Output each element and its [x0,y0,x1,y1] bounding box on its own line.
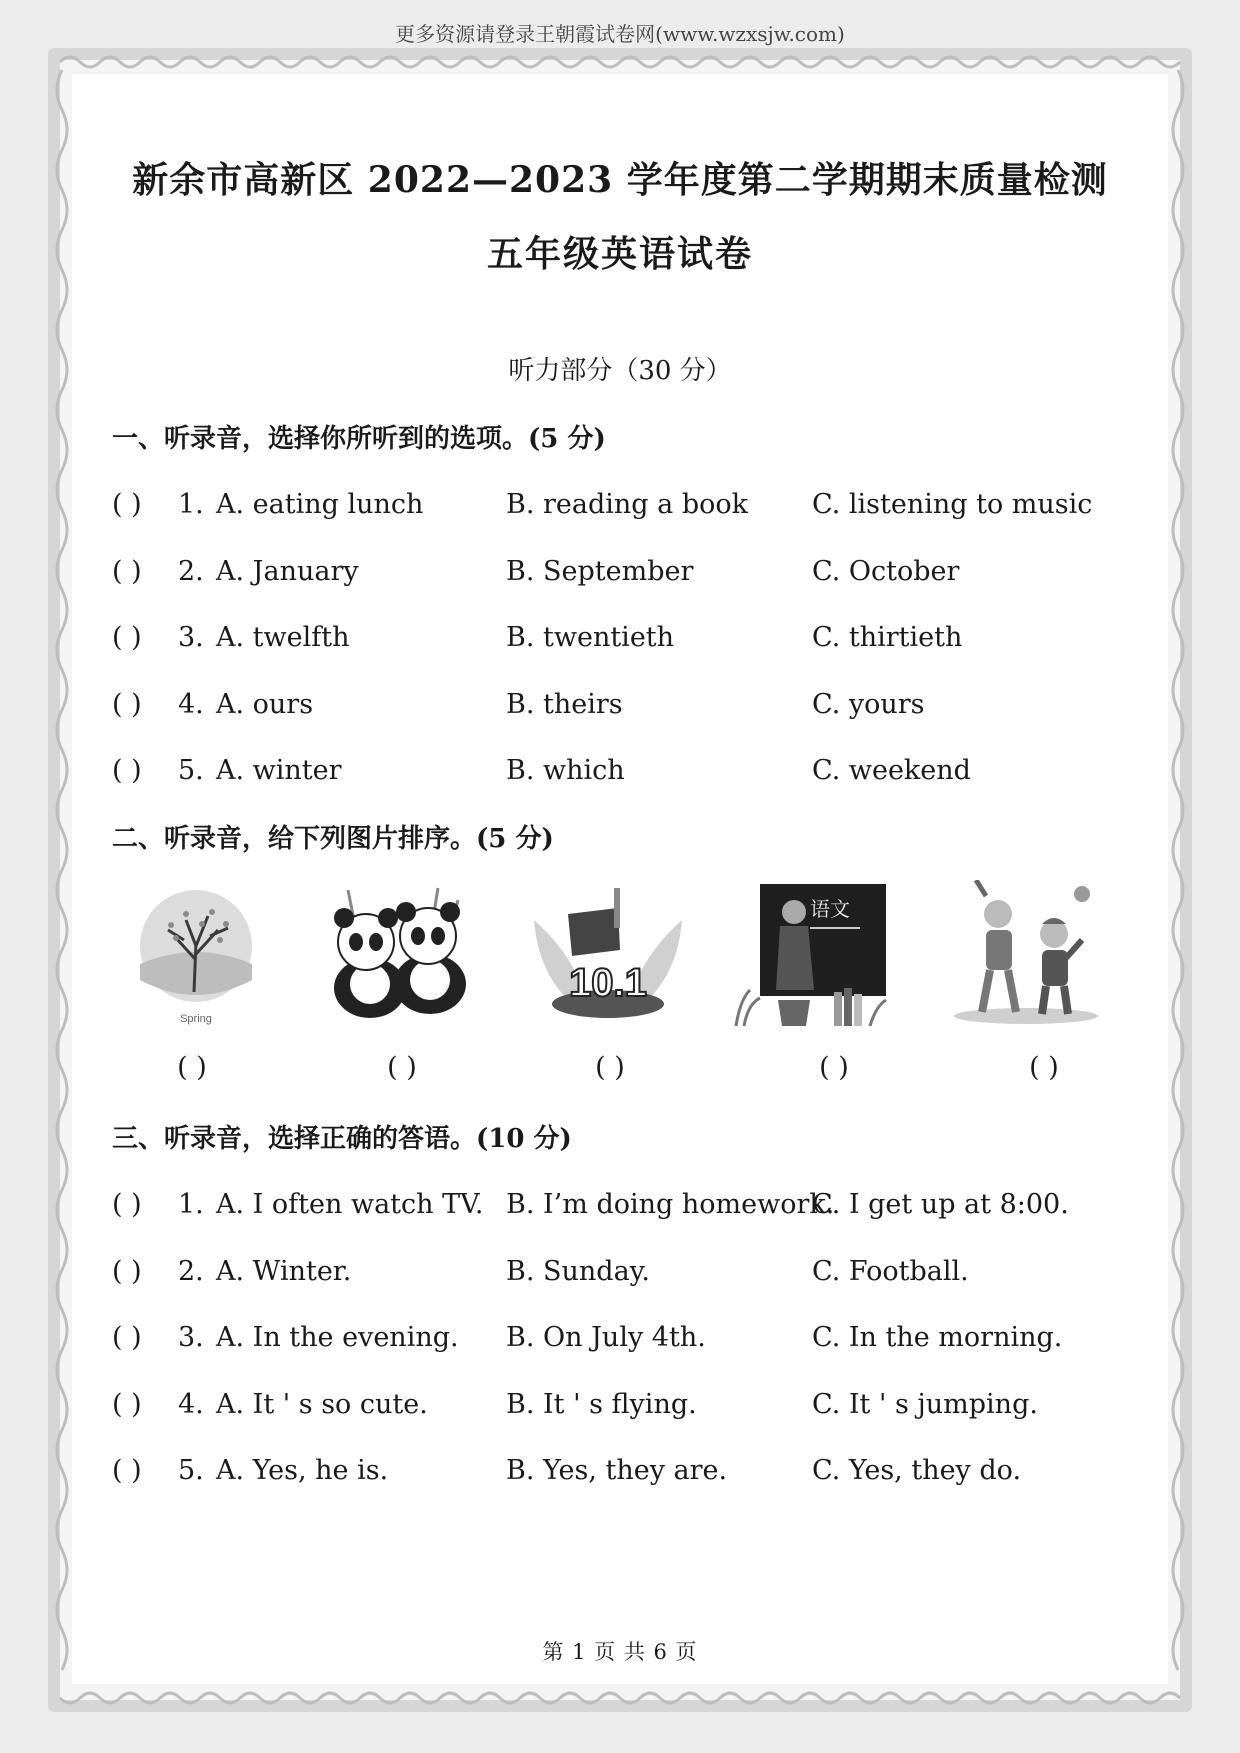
exam-subtitle: 五年级英语试卷 [486,233,753,275]
site-header[interactable]: 更多资源请登录王朝霞试卷网(www.wzxsjw.com) [395,22,845,46]
option-c[interactable]: C. thirtieth [812,622,963,653]
teacher-board-caption: 语文 [810,897,850,921]
section-2-heading: 二、听录音，给下列图片排序。(5 分) [112,824,554,854]
option-c[interactable]: C. listening to music [812,489,1093,520]
option-c[interactable]: C. Football. [812,1255,969,1287]
option-a[interactable]: A. eating lunch [216,489,424,520]
answer-blank[interactable]: ( ) [112,555,142,587]
question-number: 5. [178,1455,204,1486]
kids-exercising-icon [946,880,1106,1030]
option-b[interactable]: B. It ' s flying. [506,1388,697,1420]
option-a[interactable]: A. Winter. [216,1255,352,1287]
answer-blank[interactable]: ( ) [112,755,142,786]
question-number: 1. [178,1189,204,1220]
question-row [112,618,1112,658]
page-footer: 第 1 页 共 6 页 [542,1640,698,1664]
question-number: 3. [178,622,204,653]
option-a[interactable]: A. twelfth [216,622,350,653]
picture-2-answer-blank[interactable]: ( ) [387,1052,417,1083]
option-b[interactable]: B. reading a book [506,489,748,520]
option-a[interactable]: A. Yes, he is. [216,1455,389,1486]
picture-5-answer-blank[interactable]: ( ) [1029,1052,1059,1083]
option-c[interactable]: C. I get up at 8:00. [812,1189,1069,1220]
section-3-heading: 三、听录音，选择正确的答语。(10 分) [112,1124,572,1154]
listening-part-title: 听力部分（30 分） [508,356,732,386]
option-c[interactable]: C. In the morning. [812,1322,1063,1353]
answer-blank[interactable]: ( ) [112,489,142,520]
option-c[interactable]: C. It ' s jumping. [812,1388,1038,1420]
question-row [112,1185,1112,1225]
option-c[interactable]: C. Yes, they do. [812,1455,1022,1486]
picture-1-answer-blank[interactable]: ( ) [177,1052,207,1083]
question-number: 2. [178,555,204,587]
question-row [112,1252,1112,1292]
option-c[interactable]: C. yours [812,688,925,720]
option-a[interactable]: A. winter [216,755,342,786]
question-number: 1. [178,489,204,520]
option-b[interactable]: B. theirs [506,688,623,720]
pandas-icon [318,880,478,1030]
option-a[interactable]: A. In the evening. [216,1322,459,1353]
question-row [112,552,1112,592]
question-number: 5. [178,755,204,786]
option-c[interactable]: C. October [812,555,960,587]
exam-title: 新余市高新区 2022—2023 学年度第二学期期末质量检测 [132,159,1108,201]
paper-sheet [72,74,1168,1684]
option-a[interactable]: A. It ' s so cute. [216,1388,428,1420]
option-a[interactable]: A. I often watch TV. [216,1189,484,1220]
question-row [112,485,1112,525]
option-b[interactable]: B. Sunday. [506,1255,650,1287]
question-row [112,1318,1112,1358]
spring-tree-icon [116,880,276,1030]
national-day-caption: 10.1 [569,961,647,1005]
answer-blank[interactable]: ( ) [112,1322,142,1353]
question-number: 3. [178,1322,204,1353]
option-b[interactable]: B. On July 4th. [506,1322,706,1353]
picture-3-answer-blank[interactable]: ( ) [595,1052,625,1083]
option-c[interactable]: C. weekend [812,755,971,786]
option-b[interactable]: B. which [506,755,625,786]
option-b[interactable]: B. Yes, they are. [506,1455,728,1486]
answer-blank[interactable]: ( ) [112,1388,142,1420]
option-b[interactable]: B. twentieth [506,622,675,653]
spring-caption: Spring [180,1013,212,1025]
option-b[interactable]: B. I’m doing homework. [506,1189,835,1220]
answer-blank[interactable]: ( ) [112,622,142,653]
answer-blank[interactable]: ( ) [112,1255,142,1287]
question-number: 4. [178,688,204,720]
teacher-chinese-icon [730,880,890,1030]
option-a[interactable]: A. January [216,555,359,587]
question-row [112,1451,1112,1491]
answer-blank[interactable]: ( ) [112,688,142,720]
option-a[interactable]: A. ours [216,688,314,720]
answer-blank[interactable]: ( ) [112,1189,142,1220]
question-number: 2. [178,1255,204,1287]
question-number: 4. [178,1388,204,1420]
question-row [112,1385,1112,1425]
option-b[interactable]: B. September [506,555,694,587]
national-day-icon [528,880,688,1030]
question-row [112,751,1112,791]
picture-4-answer-blank[interactable]: ( ) [819,1052,849,1083]
answer-blank[interactable]: ( ) [112,1455,142,1486]
section-1-heading: 一、听录音，选择你所听到的选项。(5 分) [112,424,606,454]
question-row [112,685,1112,725]
